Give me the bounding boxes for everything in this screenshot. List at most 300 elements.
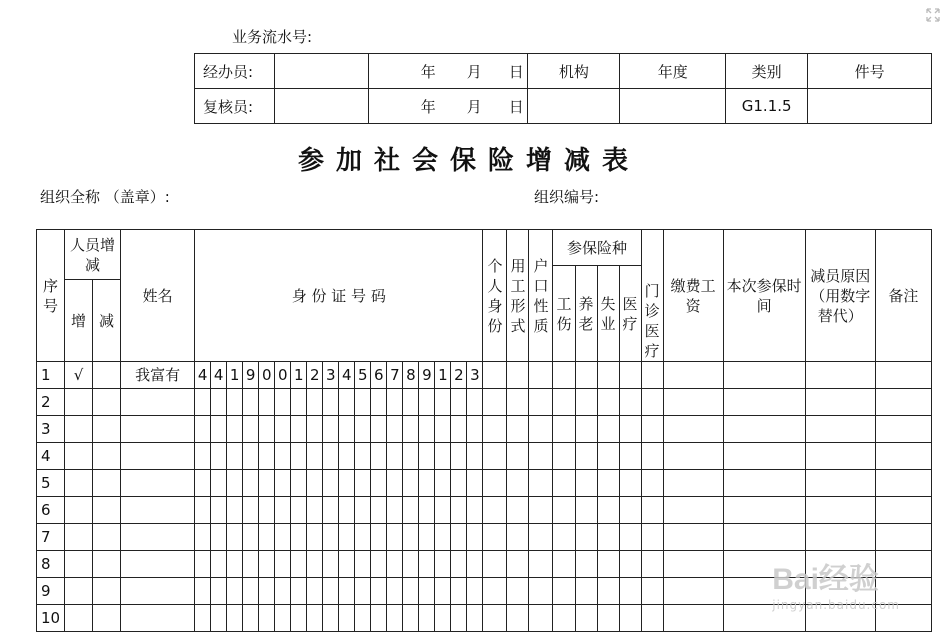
id-digit-cell[interactable] (259, 524, 275, 551)
id-digit-cell[interactable] (307, 416, 323, 443)
pension-cell[interactable] (575, 497, 597, 524)
reason-cell[interactable] (805, 497, 875, 524)
id-digit-cell[interactable] (259, 605, 275, 632)
id-digit-cell[interactable] (371, 416, 387, 443)
medical-cell[interactable] (619, 362, 641, 389)
id-digit-cell[interactable] (291, 497, 307, 524)
id-digit-cell[interactable] (435, 524, 451, 551)
id-digit-cell[interactable] (291, 443, 307, 470)
id-digit-cell[interactable] (451, 578, 467, 605)
id-digit-cell[interactable] (467, 605, 483, 632)
id-digit-cell[interactable] (307, 497, 323, 524)
hukou-type-cell[interactable] (529, 470, 553, 497)
wage-cell[interactable] (663, 551, 723, 578)
wage-cell[interactable] (663, 497, 723, 524)
note-cell[interactable] (875, 497, 931, 524)
id-digit-cell[interactable] (355, 578, 371, 605)
injury-cell[interactable] (553, 497, 575, 524)
employment-form-cell[interactable] (507, 470, 529, 497)
id-digit-cell[interactable] (419, 497, 435, 524)
decrease-cell[interactable] (93, 524, 121, 551)
id-digit-cell[interactable] (211, 524, 227, 551)
id-digit-cell[interactable] (323, 578, 339, 605)
increase-cell[interactable] (65, 578, 93, 605)
id-digit-cell[interactable] (275, 470, 291, 497)
note-cell[interactable] (875, 524, 931, 551)
injury-cell[interactable] (553, 524, 575, 551)
name-cell[interactable] (121, 362, 195, 389)
pension-cell[interactable] (575, 443, 597, 470)
id-digit-cell[interactable] (323, 551, 339, 578)
id-digit-cell[interactable] (211, 605, 227, 632)
pension-cell[interactable] (575, 362, 597, 389)
id-digit-cell[interactable] (211, 416, 227, 443)
id-digit-cell[interactable] (371, 470, 387, 497)
id-digit-cell[interactable] (323, 470, 339, 497)
id-digit-cell[interactable] (355, 524, 371, 551)
medical-cell[interactable] (619, 551, 641, 578)
id-digit-cell[interactable] (227, 551, 243, 578)
identity-cell[interactable] (483, 524, 507, 551)
id-digit-cell[interactable] (371, 389, 387, 416)
injury-cell[interactable] (553, 470, 575, 497)
id-digit-cell[interactable] (355, 551, 371, 578)
id-digit-cell[interactable] (275, 416, 291, 443)
id-digit-cell[interactable] (419, 524, 435, 551)
id-digit-cell[interactable] (387, 524, 403, 551)
id-digit-cell[interactable] (387, 362, 403, 389)
id-digit-cell[interactable] (275, 389, 291, 416)
increase-cell[interactable] (65, 605, 93, 632)
id-digit-cell[interactable] (435, 416, 451, 443)
unemployment-cell[interactable] (597, 389, 619, 416)
reason-cell[interactable] (805, 524, 875, 551)
reason-cell[interactable] (805, 362, 875, 389)
enroll-time-cell[interactable] (723, 524, 805, 551)
operator-date[interactable] (368, 54, 528, 89)
identity-cell[interactable] (483, 362, 507, 389)
decrease-cell[interactable] (93, 497, 121, 524)
name-cell[interactable] (121, 497, 195, 524)
id-digit-cell[interactable] (195, 551, 211, 578)
id-digit-cell[interactable] (227, 470, 243, 497)
wage-cell[interactable] (663, 443, 723, 470)
id-digit-cell[interactable] (355, 362, 371, 389)
pension-cell[interactable] (575, 389, 597, 416)
id-digit-cell[interactable] (451, 389, 467, 416)
id-digit-cell[interactable] (387, 389, 403, 416)
unemployment-cell[interactable] (597, 578, 619, 605)
employment-form-cell[interactable] (507, 578, 529, 605)
note-cell[interactable] (875, 416, 931, 443)
injury-cell[interactable] (553, 443, 575, 470)
id-digit-cell[interactable] (339, 551, 355, 578)
id-digit-cell[interactable] (451, 362, 467, 389)
id-digit-cell[interactable] (195, 578, 211, 605)
id-digit-cell[interactable] (195, 443, 211, 470)
id-digit-cell[interactable] (339, 605, 355, 632)
outpatient-cell[interactable] (641, 524, 663, 551)
id-digit-cell[interactable] (339, 389, 355, 416)
injury-cell[interactable] (553, 416, 575, 443)
id-digit-cell[interactable] (227, 416, 243, 443)
id-digit-cell[interactable] (371, 443, 387, 470)
unemployment-cell[interactable] (597, 470, 619, 497)
id-digit-cell[interactable] (275, 443, 291, 470)
hukou-type-cell[interactable] (529, 551, 553, 578)
outpatient-cell[interactable] (641, 389, 663, 416)
employment-form-cell[interactable] (507, 389, 529, 416)
id-digit-cell[interactable] (387, 605, 403, 632)
decrease-cell[interactable] (93, 578, 121, 605)
id-digit-cell[interactable] (227, 389, 243, 416)
identity-cell[interactable] (483, 497, 507, 524)
id-digit-cell[interactable] (227, 578, 243, 605)
wage-cell[interactable] (663, 605, 723, 632)
id-digit-cell[interactable] (387, 497, 403, 524)
unemployment-cell[interactable] (597, 443, 619, 470)
medical-cell[interactable] (619, 605, 641, 632)
note-cell[interactable] (875, 362, 931, 389)
injury-cell[interactable] (553, 605, 575, 632)
id-digit-cell[interactable] (355, 470, 371, 497)
id-digit-cell[interactable] (211, 497, 227, 524)
decrease-cell[interactable] (93, 551, 121, 578)
decrease-cell[interactable] (93, 443, 121, 470)
id-digit-cell[interactable] (243, 443, 259, 470)
wage-cell[interactable] (663, 389, 723, 416)
id-digit-cell[interactable] (259, 389, 275, 416)
id-digit-cell[interactable] (275, 551, 291, 578)
pension-cell[interactable] (575, 524, 597, 551)
enroll-time-cell[interactable] (723, 443, 805, 470)
id-digit-cell[interactable] (371, 524, 387, 551)
id-digit-cell[interactable] (307, 578, 323, 605)
wage-cell[interactable] (663, 416, 723, 443)
id-digit-cell[interactable] (387, 551, 403, 578)
id-digit-cell[interactable] (243, 524, 259, 551)
medical-cell[interactable] (619, 470, 641, 497)
id-digit-cell[interactable] (307, 362, 323, 389)
injury-cell[interactable] (553, 362, 575, 389)
wage-cell[interactable] (663, 470, 723, 497)
id-digit-cell[interactable] (243, 551, 259, 578)
id-digit-cell[interactable] (243, 497, 259, 524)
id-digit-cell[interactable] (371, 497, 387, 524)
hukou-type-cell[interactable] (529, 443, 553, 470)
id-digit-cell[interactable] (323, 389, 339, 416)
id-digit-cell[interactable] (435, 605, 451, 632)
name-cell[interactable] (121, 551, 195, 578)
employment-form-cell[interactable] (507, 443, 529, 470)
employment-form-cell[interactable] (507, 416, 529, 443)
id-digit-cell[interactable] (339, 362, 355, 389)
id-digit-cell[interactable] (467, 443, 483, 470)
id-digit-cell[interactable] (323, 443, 339, 470)
id-digit-cell[interactable] (323, 605, 339, 632)
enroll-time-cell[interactable] (723, 362, 805, 389)
id-digit-cell[interactable] (419, 416, 435, 443)
increase-cell[interactable] (65, 551, 93, 578)
id-digit-cell[interactable] (435, 578, 451, 605)
pension-cell[interactable] (575, 578, 597, 605)
id-digit-cell[interactable] (307, 470, 323, 497)
pension-cell[interactable] (575, 416, 597, 443)
item-number-field[interactable] (808, 89, 932, 124)
id-digit-cell[interactable] (307, 605, 323, 632)
id-digit-cell[interactable] (243, 389, 259, 416)
id-digit-cell[interactable] (291, 578, 307, 605)
outpatient-cell[interactable] (641, 497, 663, 524)
name-cell[interactable] (121, 389, 195, 416)
id-digit-cell[interactable] (227, 362, 243, 389)
id-digit-cell[interactable] (467, 524, 483, 551)
id-digit-cell[interactable] (227, 605, 243, 632)
name-cell[interactable] (121, 578, 195, 605)
employment-form-cell[interactable] (507, 605, 529, 632)
name-cell[interactable] (121, 605, 195, 632)
id-digit-cell[interactable] (467, 362, 483, 389)
id-digit-cell[interactable] (451, 416, 467, 443)
increase-cell[interactable] (65, 416, 93, 443)
id-digit-cell[interactable] (467, 551, 483, 578)
id-digit-cell[interactable] (419, 470, 435, 497)
employment-form-cell[interactable] (507, 362, 529, 389)
id-digit-cell[interactable] (403, 524, 419, 551)
injury-cell[interactable] (553, 578, 575, 605)
outpatient-cell[interactable] (641, 443, 663, 470)
id-digit-cell[interactable] (435, 389, 451, 416)
pension-cell[interactable] (575, 605, 597, 632)
id-digit-cell[interactable] (451, 443, 467, 470)
outpatient-cell[interactable] (641, 362, 663, 389)
id-digit-cell[interactable] (195, 524, 211, 551)
medical-cell[interactable] (619, 389, 641, 416)
id-digit-cell[interactable] (291, 470, 307, 497)
pension-cell[interactable] (575, 551, 597, 578)
id-digit-cell[interactable] (387, 443, 403, 470)
decrease-cell[interactable] (93, 389, 121, 416)
id-digit-cell[interactable] (259, 578, 275, 605)
id-digit-cell[interactable] (403, 362, 419, 389)
reason-cell[interactable] (805, 416, 875, 443)
hukou-type-cell[interactable] (529, 416, 553, 443)
id-digit-cell[interactable] (371, 551, 387, 578)
id-digit-cell[interactable] (291, 551, 307, 578)
id-digit-cell[interactable] (451, 497, 467, 524)
id-digit-cell[interactable] (371, 362, 387, 389)
id-digit-cell[interactable] (355, 605, 371, 632)
id-digit-cell[interactable] (355, 416, 371, 443)
hukou-type-cell[interactable] (529, 605, 553, 632)
id-digit-cell[interactable] (467, 389, 483, 416)
id-digit-cell[interactable] (291, 362, 307, 389)
name-cell[interactable] (121, 416, 195, 443)
enroll-time-cell[interactable] (723, 389, 805, 416)
increase-cell[interactable] (65, 389, 93, 416)
employment-form-cell[interactable] (507, 497, 529, 524)
identity-cell[interactable] (483, 389, 507, 416)
id-digit-cell[interactable] (339, 470, 355, 497)
id-digit-cell[interactable] (259, 551, 275, 578)
decrease-cell[interactable] (93, 416, 121, 443)
id-digit-cell[interactable] (435, 470, 451, 497)
outpatient-cell[interactable] (641, 578, 663, 605)
id-digit-cell[interactable] (275, 362, 291, 389)
decrease-cell[interactable] (93, 470, 121, 497)
id-digit-cell[interactable] (243, 470, 259, 497)
id-digit-cell[interactable] (195, 416, 211, 443)
increase-cell[interactable] (65, 362, 93, 389)
outpatient-cell[interactable] (641, 551, 663, 578)
id-digit-cell[interactable] (339, 524, 355, 551)
injury-cell[interactable] (553, 389, 575, 416)
id-digit-cell[interactable] (355, 443, 371, 470)
id-digit-cell[interactable] (403, 497, 419, 524)
employment-form-cell[interactable] (507, 551, 529, 578)
id-digit-cell[interactable] (403, 578, 419, 605)
id-digit-cell[interactable] (403, 443, 419, 470)
id-digit-cell[interactable] (259, 416, 275, 443)
id-digit-cell[interactable] (259, 497, 275, 524)
note-cell[interactable] (875, 389, 931, 416)
id-digit-cell[interactable] (387, 416, 403, 443)
id-digit-cell[interactable] (371, 605, 387, 632)
id-digit-cell[interactable] (323, 497, 339, 524)
id-digit-cell[interactable] (403, 416, 419, 443)
wage-cell[interactable] (663, 524, 723, 551)
id-digit-cell[interactable] (195, 605, 211, 632)
id-digit-cell[interactable] (195, 497, 211, 524)
id-digit-cell[interactable] (451, 551, 467, 578)
id-digit-cell[interactable] (355, 389, 371, 416)
unemployment-cell[interactable] (597, 416, 619, 443)
reviewer-field[interactable] (274, 89, 368, 124)
id-digit-cell[interactable] (307, 551, 323, 578)
expand-icon[interactable] (926, 8, 940, 22)
operator-field[interactable] (274, 54, 368, 89)
note-cell[interactable] (875, 443, 931, 470)
reviewer-date[interactable] (368, 89, 528, 124)
id-digit-cell[interactable] (403, 389, 419, 416)
unemployment-cell[interactable] (597, 524, 619, 551)
decrease-cell[interactable] (93, 605, 121, 632)
id-digit-cell[interactable] (339, 578, 355, 605)
id-digit-cell[interactable] (323, 524, 339, 551)
increase-cell[interactable] (65, 497, 93, 524)
id-digit-cell[interactable] (371, 578, 387, 605)
increase-cell[interactable] (65, 443, 93, 470)
identity-cell[interactable] (483, 443, 507, 470)
medical-cell[interactable] (619, 443, 641, 470)
id-digit-cell[interactable] (339, 443, 355, 470)
medical-cell[interactable] (619, 524, 641, 551)
reason-cell[interactable] (805, 389, 875, 416)
id-digit-cell[interactable] (243, 578, 259, 605)
id-digit-cell[interactable] (243, 416, 259, 443)
id-digit-cell[interactable] (307, 389, 323, 416)
org-field[interactable] (528, 89, 620, 124)
employment-form-cell[interactable] (507, 524, 529, 551)
id-digit-cell[interactable] (291, 416, 307, 443)
id-digit-cell[interactable] (259, 443, 275, 470)
id-digit-cell[interactable] (195, 389, 211, 416)
outpatient-cell[interactable] (641, 605, 663, 632)
id-digit-cell[interactable] (227, 497, 243, 524)
note-cell[interactable] (875, 470, 931, 497)
increase-cell[interactable] (65, 470, 93, 497)
medical-cell[interactable] (619, 416, 641, 443)
enroll-time-cell[interactable] (723, 470, 805, 497)
reason-cell[interactable] (805, 443, 875, 470)
id-digit-cell[interactable] (323, 362, 339, 389)
id-digit-cell[interactable] (211, 443, 227, 470)
id-digit-cell[interactable] (403, 551, 419, 578)
pension-cell[interactable] (575, 470, 597, 497)
wage-cell[interactable] (663, 362, 723, 389)
enroll-time-cell[interactable] (723, 497, 805, 524)
name-cell[interactable] (121, 443, 195, 470)
medical-cell[interactable] (619, 497, 641, 524)
id-digit-cell[interactable] (435, 551, 451, 578)
id-digit-cell[interactable] (419, 578, 435, 605)
id-digit-cell[interactable] (435, 497, 451, 524)
hukou-type-cell[interactable] (529, 362, 553, 389)
id-digit-cell[interactable] (403, 470, 419, 497)
id-digit-cell[interactable] (387, 578, 403, 605)
id-digit-cell[interactable] (211, 470, 227, 497)
id-digit-cell[interactable] (435, 362, 451, 389)
id-digit-cell[interactable] (419, 551, 435, 578)
medical-cell[interactable] (619, 578, 641, 605)
id-digit-cell[interactable] (419, 389, 435, 416)
id-digit-cell[interactable] (259, 362, 275, 389)
decrease-cell[interactable] (93, 362, 121, 389)
id-digit-cell[interactable] (307, 524, 323, 551)
id-digit-cell[interactable] (451, 605, 467, 632)
id-digit-cell[interactable] (323, 416, 339, 443)
outpatient-cell[interactable] (641, 470, 663, 497)
unemployment-cell[interactable] (597, 362, 619, 389)
id-digit-cell[interactable] (275, 497, 291, 524)
id-digit-cell[interactable] (403, 605, 419, 632)
name-cell[interactable] (121, 524, 195, 551)
id-digit-cell[interactable] (275, 578, 291, 605)
id-digit-cell[interactable] (243, 362, 259, 389)
id-digit-cell[interactable] (227, 524, 243, 551)
identity-cell[interactable] (483, 605, 507, 632)
id-digit-cell[interactable] (467, 578, 483, 605)
id-digit-cell[interactable] (387, 470, 403, 497)
year-field[interactable] (620, 89, 726, 124)
reason-cell[interactable] (805, 470, 875, 497)
id-digit-cell[interactable] (259, 470, 275, 497)
id-digit-cell[interactable] (211, 578, 227, 605)
id-digit-cell[interactable] (467, 470, 483, 497)
id-digit-cell[interactable] (467, 416, 483, 443)
id-digit-cell[interactable] (419, 443, 435, 470)
id-digit-cell[interactable] (451, 524, 467, 551)
id-digit-cell[interactable] (435, 443, 451, 470)
id-digit-cell[interactable] (467, 497, 483, 524)
unemployment-cell[interactable] (597, 551, 619, 578)
unemployment-cell[interactable] (597, 497, 619, 524)
id-digit-cell[interactable] (211, 362, 227, 389)
outpatient-cell[interactable] (641, 416, 663, 443)
id-digit-cell[interactable] (291, 605, 307, 632)
id-digit-cell[interactable] (355, 497, 371, 524)
hukou-type-cell[interactable] (529, 524, 553, 551)
